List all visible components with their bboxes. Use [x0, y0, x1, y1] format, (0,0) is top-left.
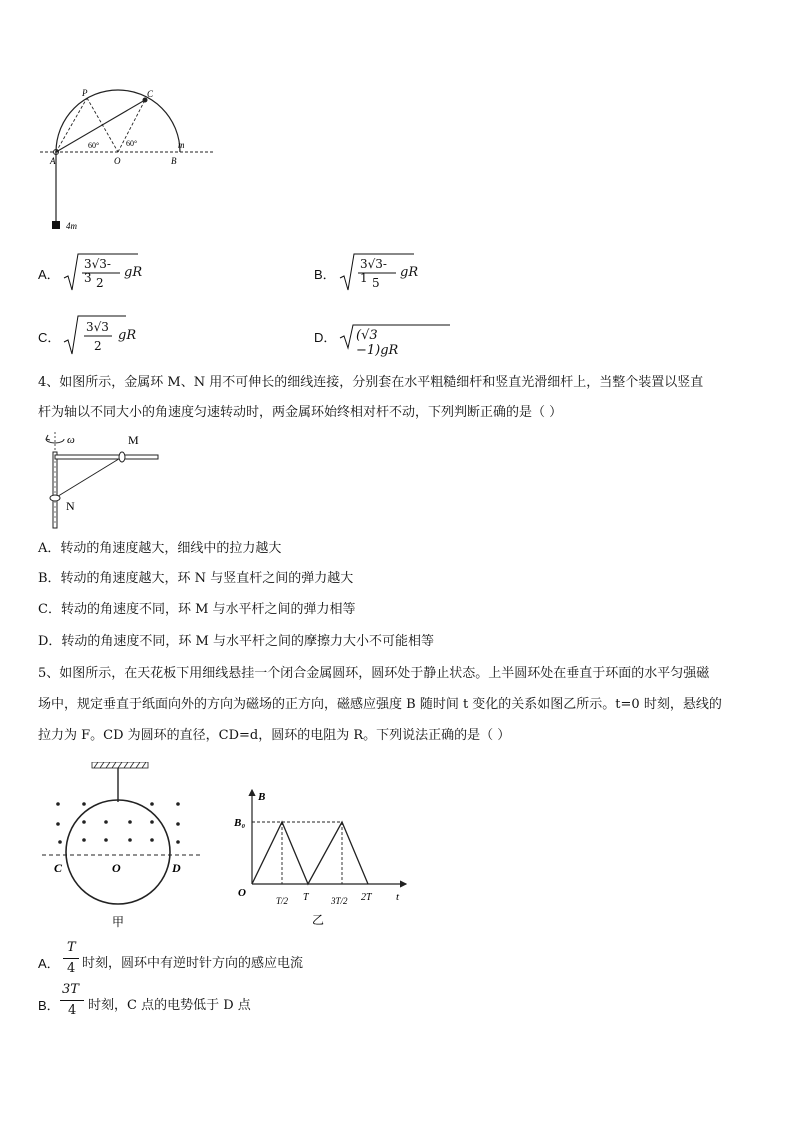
fraction-denominator: 2 [96, 276, 104, 290]
q3-figure [36, 82, 226, 242]
axis-t-label: t [396, 891, 400, 903]
ring-m-label: M [128, 433, 139, 447]
b0-label: B₀ [234, 817, 246, 829]
fraction-bar [60, 1000, 84, 1001]
angle-label-1: 60° [88, 141, 100, 150]
q4-stem-line-1: 4、如图所示，金属环 M、N 用不可伸长的细线连接，分别套在水平粗糙细杆和竖直光滑细杆上，当整个装置以竖直 [38, 375, 704, 390]
point-o-label: O [112, 861, 121, 875]
q4-option-c[interactable]: C．转动的角速度不同，环 M 与水平杆之间的弹力相等 [38, 602, 356, 617]
point-a-label: A [50, 156, 56, 166]
option-label: D． [314, 330, 337, 345]
point-b-label: B [171, 156, 177, 166]
q5-option-b[interactable] [38, 982, 438, 1022]
origin-label: O [238, 887, 246, 899]
fraction-bar [63, 958, 79, 959]
omega-label: ω [67, 434, 75, 446]
tick-t-half: T/2 [276, 896, 289, 906]
q5-stem-line-3: 拉力为 F。CD 为圆环的直径，CD=d，圆环的电阻为 R。下列说法正确的是（ ） [38, 728, 511, 743]
option-text: 时刻，C 点的电势低于 D 点 [88, 998, 251, 1013]
tick-2t: 2T [361, 892, 372, 903]
q5-stem-line-2: 场中，规定垂直于纸面向外的方向为磁场的正方向，磁感应强度 B 随时间 t 变化的关系如图乙所示。t=0 时刻，悬线的 [38, 697, 722, 712]
fraction-numerator: T [67, 940, 76, 955]
fraction-denominator: 4 [68, 1003, 77, 1018]
angle-label-2: 60° [126, 139, 138, 148]
tick-3t-half: 3T/2 [331, 896, 348, 906]
fraction-denominator: 5 [372, 276, 380, 290]
tail-gr: gR [400, 265, 419, 280]
caption-yi: 乙 [312, 913, 325, 927]
fraction-denominator: 4 [67, 961, 76, 976]
mass-m-label: m [178, 140, 185, 150]
point-c-label: C [54, 861, 63, 875]
fraction-denominator: 2 [94, 339, 102, 353]
option-text: 时刻，圆环中有逆时针方向的感应电流 [82, 956, 304, 971]
q4-stem-line-2: 杆为轴以不同大小的角速度匀速转动时，两金属环始终相对杆不动，下列判断正确的是（ ） [38, 405, 563, 420]
point-o-label: O [114, 156, 121, 166]
tail-gr: gR [124, 265, 143, 280]
point-d-label: D [172, 861, 181, 875]
option-label: B． [38, 998, 60, 1013]
option-label: B． [314, 267, 336, 282]
q4-option-d[interactable]: D．转动的角速度不同，环 M 与水平杆之间的摩擦力大小不可能相等 [38, 634, 434, 649]
option-d-expr: (√3 −1)gR [356, 328, 399, 358]
fraction-numerator: 3√3-1 [360, 257, 387, 285]
ring-n-label: N [66, 499, 75, 513]
option-label: A． [38, 267, 60, 282]
q5-option-a[interactable] [38, 940, 438, 980]
q4-figure [38, 430, 168, 530]
fraction-numerator: 3√3 [86, 320, 109, 334]
point-p-label: P [82, 88, 88, 98]
tail-gr: gR [118, 328, 137, 343]
q5-figure-right [228, 782, 418, 932]
fraction-numerator: 3√3-3 [84, 257, 111, 285]
mass-4m-label: 4m [66, 221, 77, 231]
axis-b-label: B [258, 791, 266, 803]
tick-t: T [303, 892, 309, 903]
caption-jia: 甲 [112, 915, 125, 929]
option-label: C． [38, 330, 61, 345]
point-c-label: C [147, 89, 154, 99]
q5-figure-left [40, 762, 210, 932]
option-label: A． [38, 956, 60, 971]
q4-option-a[interactable]: A．转动的角速度越大，细线中的拉力越大 [38, 541, 282, 556]
fraction-numerator: 3T [62, 982, 79, 997]
q5-stem-line-1: 5、如图所示，在天花板下用细线悬挂一个闭合金属圆环，圆环处于静止状态。上半圆环处在垂直于环面的水平匀强磁 [38, 666, 710, 681]
q4-option-b[interactable]: B．转动的角速度越大，环 N 与竖直杆之间的弹力越大 [38, 571, 354, 586]
